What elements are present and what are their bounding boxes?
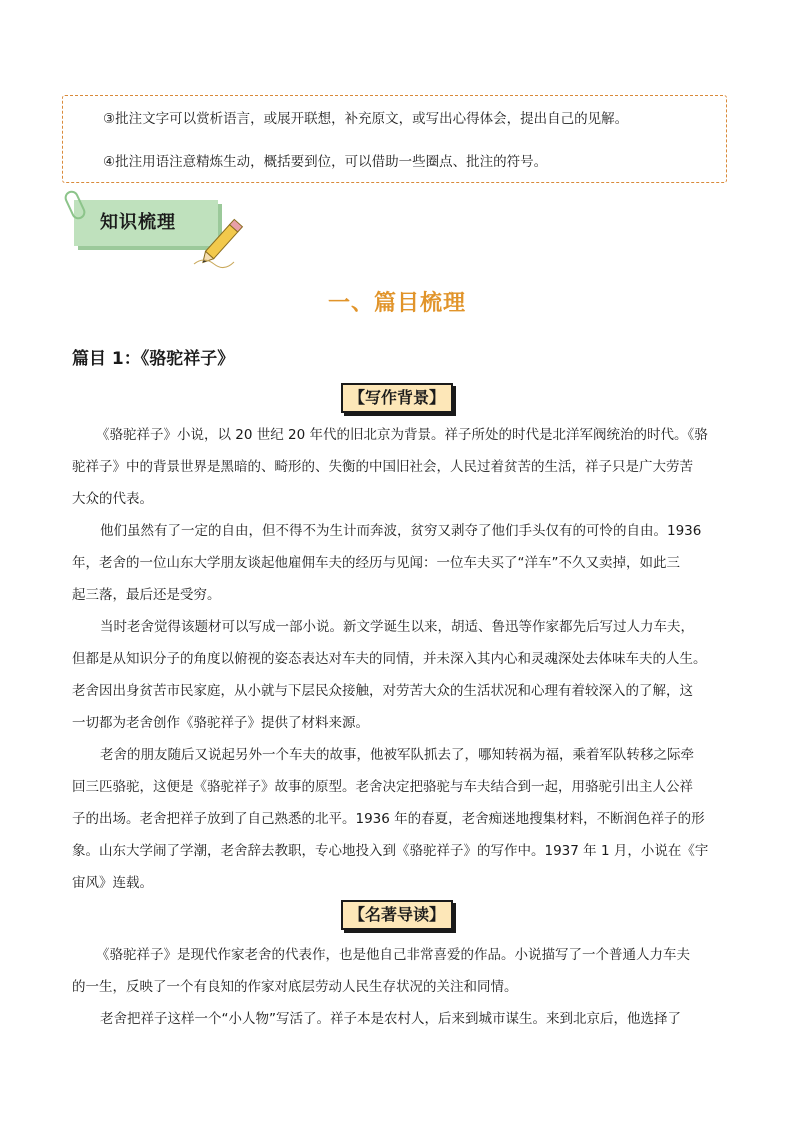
body-line: 象。山东大学闹了学潮，老舍辞去教职，专心地投入到《骆驼祥子》的写作中。1937 年 1 月，小说在《宇 bbox=[72, 843, 709, 859]
body-line: 老舍因出身贫苦市民家庭，从小就与下层民众接触，对劳苦大众的生活状况和心理有着较深入的了解，这 bbox=[72, 683, 693, 699]
body-line: 驼祥子》中的背景世界是黑暗的、畸形的、失衡的中国旧社会，人民过着贫苦的生活，祥子只是广大劳苦 bbox=[72, 459, 693, 475]
badge-label: 知识梳理 bbox=[100, 212, 176, 233]
section-title: 一、篇目梳理 bbox=[327, 290, 466, 316]
body-line: 《骆驼祥子》是现代作家老舍的代表作，也是他自己非常喜爱的作品。小说描写了一个普通人力车夫 bbox=[96, 947, 690, 963]
body-line: 的一生，反映了一个有良知的作家对底层劳动人民生存状况的关注和同情。 bbox=[72, 979, 518, 995]
body-line: 一切都为老舍创作《骆驼祥子》提供了材料来源。 bbox=[72, 715, 369, 731]
note-box bbox=[62, 95, 727, 183]
writing-background-tag: 【写作背景】 bbox=[341, 383, 453, 413]
body-line: 《骆驼祥子》小说，以 20 世纪 20 年代的旧北京为背景。祥子所处的时代是北洋军阀统治的时代。《骆 bbox=[96, 427, 708, 443]
pencil-icon bbox=[190, 212, 260, 272]
body-line: 老舍的朋友随后又说起另外一个车夫的故事，他被军队抓去了，哪知转祸为福，乘着军队转移之际牵 bbox=[100, 747, 694, 763]
body-line: 但都是从知识分子的角度以俯视的姿态表达对车夫的同情，并未深入其内心和灵魂深处去体味车夫的人生。 bbox=[72, 651, 707, 667]
note-line-3: ③批注文字可以赏析语言，或展开联想，补充原文，或写出心得体会，提出自己的见解。 bbox=[103, 111, 629, 127]
body-line: 当时老舍觉得该题材可以写成一部小说。新文学诞生以来，胡适、鲁迅等作家都先后写过人力车夫， bbox=[100, 619, 694, 635]
body-line: 宙风》连载。 bbox=[72, 875, 153, 891]
body-line: 老舍把祥子这样一个“小人物”写活了。祥子本是农村人，后来到城市谋生。来到北京后，他选择了 bbox=[100, 1011, 681, 1027]
body-line: 年，老舍的一位山东大学朋友谈起他雇佣车夫的经历与见闻：一位车夫买了“洋车”不久又卖掉，如此三 bbox=[72, 555, 680, 571]
body-line: 起三落，最后还是受穷。 bbox=[72, 587, 221, 603]
note-line-4: ④批注用语注意精炼生动，概括要到位，可以借助一些圈点、批注的符号。 bbox=[103, 154, 548, 170]
body-line: 他们虽然有了一定的自由，但不得不为生计而奔波，贫穷又剥夺了他们手头仅有的可怜的自由。1936 bbox=[100, 523, 702, 539]
body-line: 回三匹骆驼，这便是《骆驼祥子》故事的原型。老舍决定把骆驼与车夫结合到一起，用骆驼引出主人公祥 bbox=[72, 779, 693, 795]
chapter-title: 篇目 1：《骆驼祥子》 bbox=[72, 349, 235, 369]
body-line: 大众的代表。 bbox=[72, 491, 153, 507]
body-line: 子的出场。老舍把祥子放到了自己熟悉的北平。1936 年的春夏，老舍痴迷地搜集材料，不断润色祥子的形 bbox=[72, 811, 705, 827]
masterpiece-guide-tag: 【名著导读】 bbox=[341, 900, 453, 930]
